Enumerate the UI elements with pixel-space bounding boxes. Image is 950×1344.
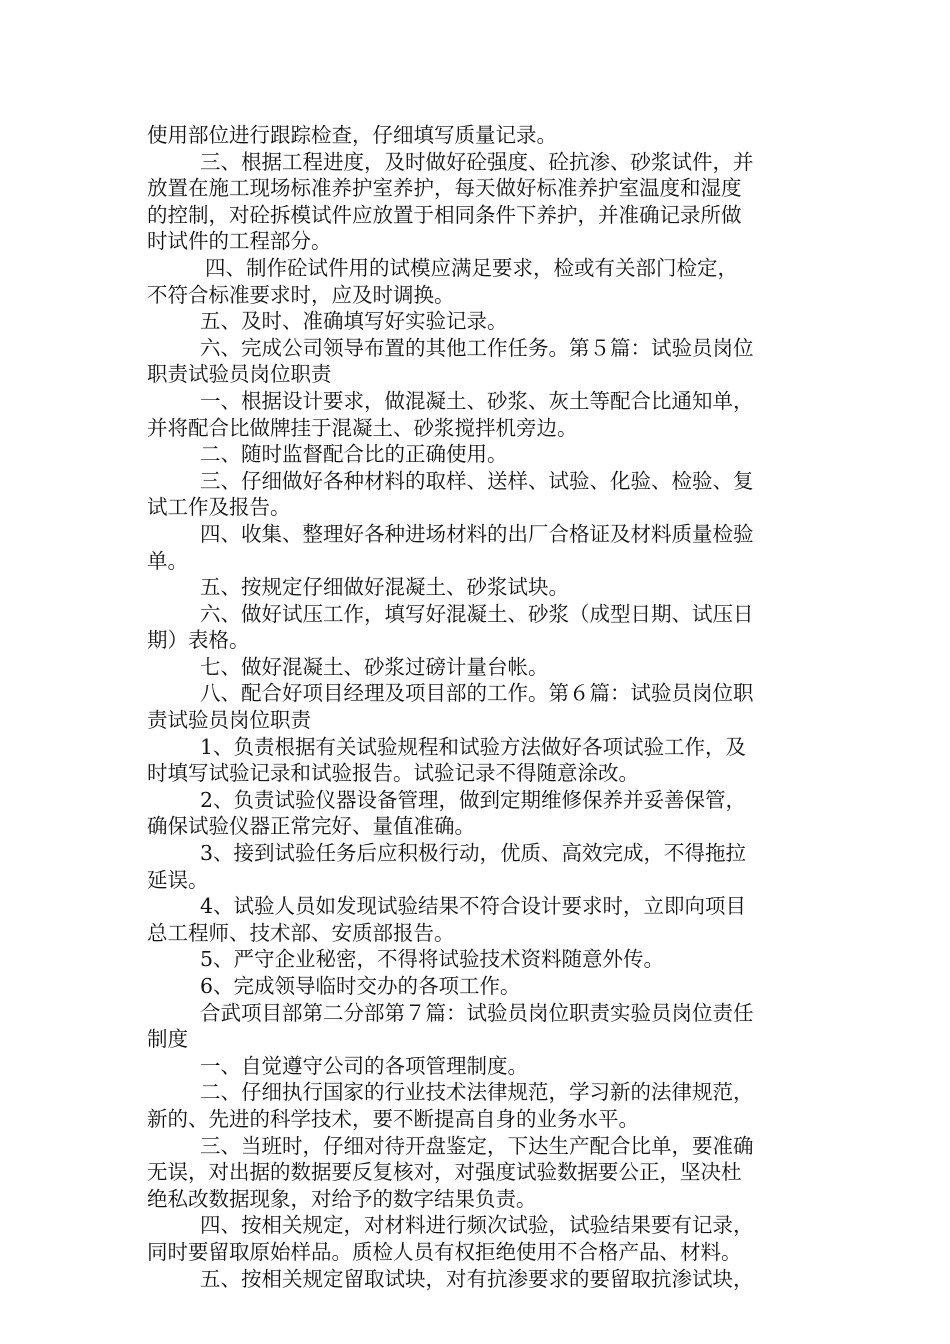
- text-line: 一、自觉遵守公司的各项管理制度。: [200, 1053, 528, 1078]
- text-line: 新的、先进的科学技术，要不断提高自身的业务水平。: [147, 1106, 639, 1131]
- text-line: 5、严守企业秘密，不得将试验技术资料随意外传。: [200, 947, 665, 972]
- text-line: 总工程师、技术部、安质部报告。: [147, 920, 455, 945]
- text-line: 三、当班时，仔细对待开盘鉴定，下达生产配合比单，要准确: [200, 1133, 754, 1158]
- text-line: 五、及时、准确填写好实验记录。: [200, 309, 508, 334]
- text-line: 二、随时监督配合比的正确使用。: [200, 442, 508, 467]
- text-line: 时试件的工程部分。: [147, 229, 332, 254]
- text-line: 期）表格。: [147, 628, 250, 653]
- text-line: 七、做好混凝土、砂浆过磅计量台帐。: [200, 654, 549, 679]
- text-line: 并将配合比做牌挂于混凝土、砂浆搅拌机旁边。: [147, 415, 578, 440]
- text-line: 四、收集、整理好各种进场材料的出厂合格证及材料质量检验: [200, 521, 754, 546]
- text-line: 的控制，对砼拆模试件应放置于相同条件下养护，并准确记录所做: [147, 202, 742, 227]
- text-line: 试工作及报告。: [147, 495, 291, 520]
- text-line: 1、负责根据有关试验规程和试验方法做好各项试验工作，及: [200, 734, 747, 759]
- text-line: 使用部位进行跟踪检查，仔细填写质量记录。: [147, 123, 557, 147]
- text-line: 一、根据设计要求，做混凝土、砂浆、灰土等配合比通知单，: [200, 388, 754, 413]
- text-line: 五、按相关规定留取试块，对有抗渗要求的要留取抗渗试块，: [200, 1266, 754, 1291]
- text-line: 同时要留取原始样品。质检人员有权拒绝使用不合格产品、材料。: [147, 1239, 742, 1264]
- text-line: 职责试验员岗位职责: [147, 362, 332, 387]
- text-line: 时填写试验记录和试验报告。试验记录不得随意涂改。: [147, 761, 639, 786]
- text-line: 放置在施工现场标准养护室养护，每天做好标准养护室温度和湿度: [147, 176, 742, 201]
- text-line: 六、做好试压工作，填写好混凝土、砂浆（成型日期、试压日: [200, 601, 754, 626]
- text-line: 八、配合好项目经理及项目部的工作。第６篇：试验员岗位职: [200, 681, 754, 706]
- text-line: 三、仔细做好各种材料的取样、送样、试验、化验、检验、复: [200, 468, 754, 493]
- text-line: 四、制作砼试件用的试模应满足要求，检或有关部门检定，: [205, 255, 738, 280]
- text-line: 单。: [147, 548, 188, 573]
- text-line: 4、试验人员如发现试验结果不符合设计要求时，立即向项目: [200, 894, 747, 919]
- text-line: 责试验员岗位职责: [147, 708, 311, 733]
- text-line: 3、接到试验任务后应积极行动，优质、高效完成，不得拖拉: [200, 841, 747, 866]
- text-line: 四、按相关规定，对材料进行频次试验，试验结果要有记录，: [200, 1213, 754, 1238]
- text-line: 二、仔细执行国家的行业技术法律规范，学习新的法律规范，: [200, 1080, 754, 1105]
- text-line: 6、完成领导临时交办的各项工作。: [200, 974, 521, 998]
- text-line: 无误，对出据的数据要反复核对，对强度试验数据要公正，坚决杜: [147, 1160, 742, 1185]
- text-line: 六、完成公司领导布置的其他工作任务。第５篇：试验员岗位: [200, 335, 754, 360]
- text-line: 三、根据工程进度，及时做好砼强度、砼抗渗、砂浆试件，并: [200, 149, 754, 174]
- text-line: 合武项目部第二分部第７篇：试验员岗位职责实验员岗位责任: [200, 1000, 754, 1025]
- text-line: 五、按规定仔细做好混凝土、砂浆试块。: [200, 575, 569, 600]
- text-line: 绝私改数据现象，对给予的数字结果负责。: [147, 1186, 537, 1211]
- text-line: 制度: [147, 1027, 188, 1052]
- document-body: [147, 122, 807, 1292]
- text-line: 确保试验仪器正常完好、量值准确。: [147, 814, 475, 839]
- text-line: 2、负责试验仪器设备管理，做到定期维修保养并妥善保管，: [200, 787, 747, 812]
- text-line: 延误。: [147, 867, 209, 892]
- text-line: 不符合标准要求时，应及时调换。: [147, 282, 455, 307]
